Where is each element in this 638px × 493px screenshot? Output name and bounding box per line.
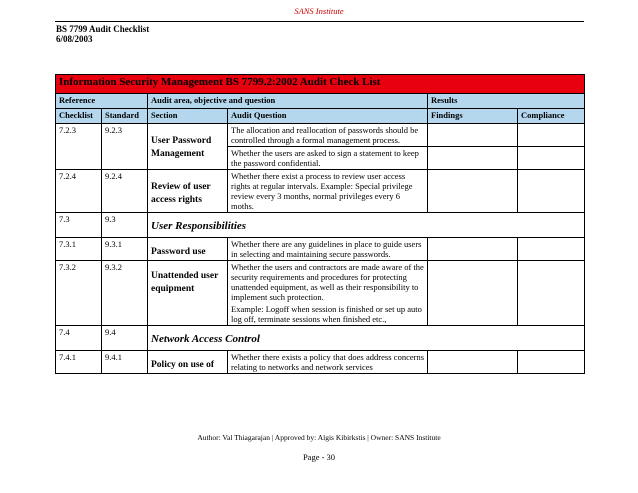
table-row xyxy=(56,238,585,261)
standard-cell: 9.2.3 xyxy=(102,124,148,170)
checklist-cell: 7.3.1 xyxy=(56,238,102,261)
checklist-cell: 7.3.2 xyxy=(56,261,102,326)
table-row xyxy=(56,261,585,304)
standard-cell: 9.3.2 xyxy=(102,261,148,326)
results-header: Results xyxy=(428,94,585,109)
compliance-cell[interactable] xyxy=(518,261,585,326)
standard-cell: 9.4 xyxy=(102,326,148,351)
reference-header: Reference xyxy=(56,94,148,109)
checklist-cell: 7.4.1 xyxy=(56,351,102,374)
compliance-cell[interactable] xyxy=(518,170,585,213)
header-divider xyxy=(55,21,584,22)
findings-cell[interactable] xyxy=(428,147,518,170)
checklist-cell: 7.3 xyxy=(56,213,102,238)
checklist-cell: 7.4 xyxy=(56,326,102,351)
standard-cell: 9.4.1 xyxy=(102,351,148,374)
section-label: Password use xyxy=(151,247,206,257)
compliance-cell[interactable] xyxy=(518,124,585,147)
audit-checklist-table xyxy=(55,74,585,374)
section-heading-cell xyxy=(148,213,585,238)
section-label: User Password Management xyxy=(151,136,212,159)
section-label: Unattended user equipment xyxy=(151,271,219,294)
question-cell: Whether the users are asked to sign a statement to keep the password confidential. xyxy=(228,147,428,170)
header-institute: SANS Institute xyxy=(294,6,344,16)
standard-header: Standard xyxy=(102,109,148,124)
checklist-cell: 7.2.4 xyxy=(56,170,102,213)
table-title-row xyxy=(56,75,585,94)
document-title: BS 7799 Audit Checklist xyxy=(56,24,150,34)
section-heading-cell xyxy=(148,326,585,351)
section-heading: Network Access Control xyxy=(151,333,260,345)
standard-cell: 9.2.4 xyxy=(102,170,148,213)
compliance-cell[interactable] xyxy=(518,147,585,170)
section-cell xyxy=(148,170,228,213)
findings-cell[interactable] xyxy=(428,238,518,261)
question-cell: Example: Logoff when session is finished or set up auto log off, terminate sessions when finished etc., xyxy=(228,303,428,326)
question-cell: Whether there exist a process to review user access rights at regular intervals. Example: Special privilege review every 3 months, normal privileges every 6 moths. xyxy=(228,170,428,213)
section-cell xyxy=(148,238,228,261)
audit-area-header: Audit area, objective and question xyxy=(148,94,428,109)
table-row xyxy=(56,170,585,213)
table-row xyxy=(56,351,585,374)
table-row xyxy=(56,326,585,351)
table-row xyxy=(56,213,585,238)
page-number: Page - 30 xyxy=(302,452,336,462)
question-cell: Whether there exists a policy that does address concerns relating to networks and network services xyxy=(228,351,428,374)
table-group-header-row xyxy=(56,94,585,109)
question-cell: Whether there are any guidelines in place to guide users in selecting and maintaining secure passwords. xyxy=(228,238,428,261)
document-title-block xyxy=(56,24,149,44)
section-cell xyxy=(148,261,228,326)
footer-author-line: Author: Val Thiagarajan | Approved by: Algis Kibirkstis | Owner: SANS Institute xyxy=(197,433,441,442)
findings-cell[interactable] xyxy=(428,170,518,213)
checklist-cell: 7.2.3 xyxy=(56,124,102,170)
compliance-header: Compliance xyxy=(518,109,585,124)
question-cell: The allocation and reallocation of passwords should be controlled through a formal management process. xyxy=(228,124,428,147)
table-row xyxy=(56,124,585,147)
compliance-cell[interactable] xyxy=(518,351,585,374)
section-cell xyxy=(148,124,228,170)
document-date: 6/08/2003 xyxy=(56,34,93,44)
standard-cell: 9.3.1 xyxy=(102,238,148,261)
checklist-header: Checklist xyxy=(56,109,102,124)
section-label: Review of user access rights xyxy=(151,182,211,205)
findings-cell[interactable] xyxy=(428,351,518,374)
table-title: Information Security Management BS 7799.2:2002 Audit Check List xyxy=(56,75,585,94)
question-cell: Whether the users and contractors are made aware of the security requirements and procedures for protecting unattended equipment, as well as their responsibility to implement such protection. xyxy=(228,261,428,304)
compliance-cell[interactable] xyxy=(518,238,585,261)
findings-header: Findings xyxy=(428,109,518,124)
findings-cell[interactable] xyxy=(428,124,518,147)
section-header: Section xyxy=(148,109,228,124)
table-column-header-row xyxy=(56,109,585,124)
standard-cell: 9.3 xyxy=(102,213,148,238)
question-header: Audit Question xyxy=(228,109,428,124)
section-cell xyxy=(148,351,228,374)
findings-cell[interactable] xyxy=(428,261,518,326)
section-heading: User Responsibilities xyxy=(151,220,247,232)
section-label: Policy on use of xyxy=(151,360,215,370)
